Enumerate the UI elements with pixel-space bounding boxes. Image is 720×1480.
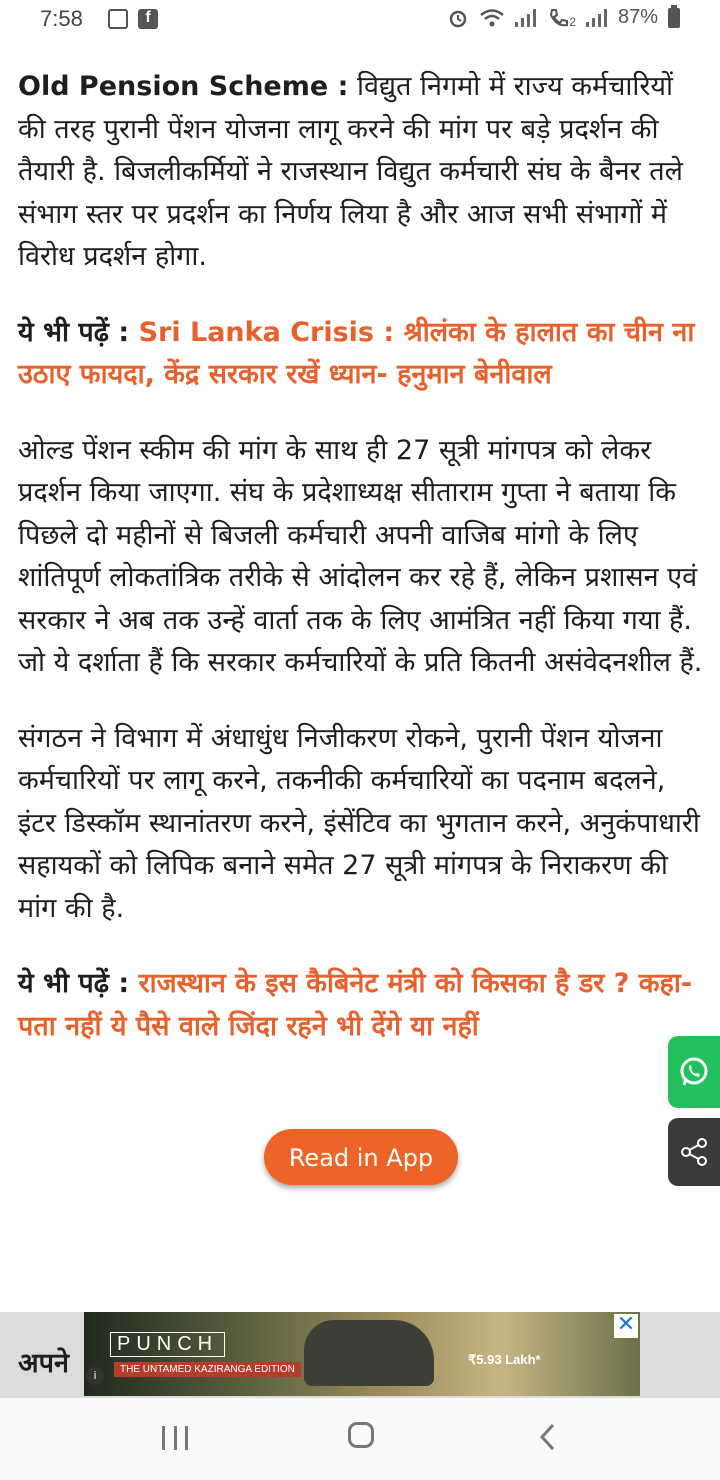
ad-info-icon[interactable]: i [86,1367,104,1385]
volte-call-icon [547,7,569,29]
system-nav-bar [0,1398,720,1480]
read-more-link-cabinet-minister[interactable]: राजस्थान के इस कैबिनेट मंत्री को किसका है डर ? कहा-पता नहीं ये पैसे वाले जिंदा रहने भी देंगे या नहीं [18,968,693,1042]
paragraph-2: ओल्ड पेंशन स्कीम की मांग के साथ ही 27 सूत्री मांगपत्र को लेकर प्रदर्शन किया जाएगा. संघ के प्रदेशाध्यक्ष सीताराम गुप्ता ने बताया कि पिछले दो महीनों से बिजली कर्मचारी अपनी वाजिब मांगो के लिए शांतिपूर्ण लोकतांत्रिक तरीके से आंदोलन कर रहे हैं, लेकिन प्रशासन एवं सरकार ने अब तक उन्हें वार्ता तक के लिए आमंत्रित नहीं किया गया हैं. जो ये दर्शाता हैं कि सरकार कर्मचारियों के प्रति कितनी असंवेदनशील हैं. [18,434,703,678]
ad-banner[interactable] [84,1312,640,1396]
battery-icon [668,8,680,28]
wifi-icon [479,7,505,29]
ad-tagline: THE UNTAMED KAZIRANGA EDITION [114,1362,301,1377]
gallery-icon [108,9,128,29]
read-more-prefix: ये भी पढ़ें : [18,316,139,348]
recent-apps-button[interactable] [162,1426,188,1450]
ad-price: ₹5.93 Lakh* [468,1352,541,1367]
partial-paragraph-text: अपने [18,1348,69,1379]
paragraph-intro [18,66,708,279]
car-image [304,1320,434,1386]
signal-icon [586,9,608,27]
sim2-label: 2 [569,14,576,29]
read-more-link-sri-lanka[interactable]: Sri Lanka Crisis : श्रीलंका के हालात का चीन ना उठाए फायदा, केंद्र सरकार रखें ध्यान- हनुमान बेनीवाल [18,316,695,390]
battery-percent: 87% [617,6,658,28]
back-button[interactable] [538,1422,558,1452]
read-in-app-button[interactable]: Read in App [264,1129,458,1185]
read-more-1 [18,312,708,397]
read-more-2 [18,963,708,1048]
whatsapp-icon [677,1055,711,1089]
facebook-icon: f [138,9,158,29]
status-bar [0,0,720,42]
home-button[interactable] [348,1422,374,1448]
lead-label: Old Pension Scheme : [18,71,349,102]
read-more-prefix: ये भी पढ़ें : [18,968,139,999]
status-time: 7:58 [40,6,83,31]
paragraph-3: संगठन ने विभाग में अंधाधुंध निजीकरण रोकने, पुरानी पेंशन योजना कर्मचारियों पर लागू करने, तकनीकी कर्मचारियों का पदनाम बदलने, इंटर डिस्कॉम स्थानांतरण करने, इंसेंटिव का भुगतान करने, अनुकंपाधारी सहायकों को लिपिक बनाने समेत 27 सूत्री मांगपत्र के निराकरण की मांग की है. [18,722,700,924]
whatsapp-share-button[interactable] [668,1036,720,1108]
article-body [18,66,708,1048]
ad-close-icon[interactable]: ✕ [614,1314,638,1338]
ad-brand: PUNCH [110,1332,225,1357]
share-icon [678,1136,710,1168]
share-button[interactable] [668,1118,720,1186]
alarm-icon [447,7,469,29]
intro-text: विद्युत निगमो में राज्य कर्मचारियों की तरह पुरानी पेंशन योजना लागू करने की मांग पर बड़े प्रदर्शन की तैयारी है. बिजलीकर्मियों ने राजस्थान विद्युत कर्मचारी संघ के बैनर तले संभाग स्तर पर प्रदर्शन का निर्णय लिया है और आज सभी संभागों में विरोध प्रदर्शन होगा. [18,71,683,272]
signal-icon [515,9,537,27]
